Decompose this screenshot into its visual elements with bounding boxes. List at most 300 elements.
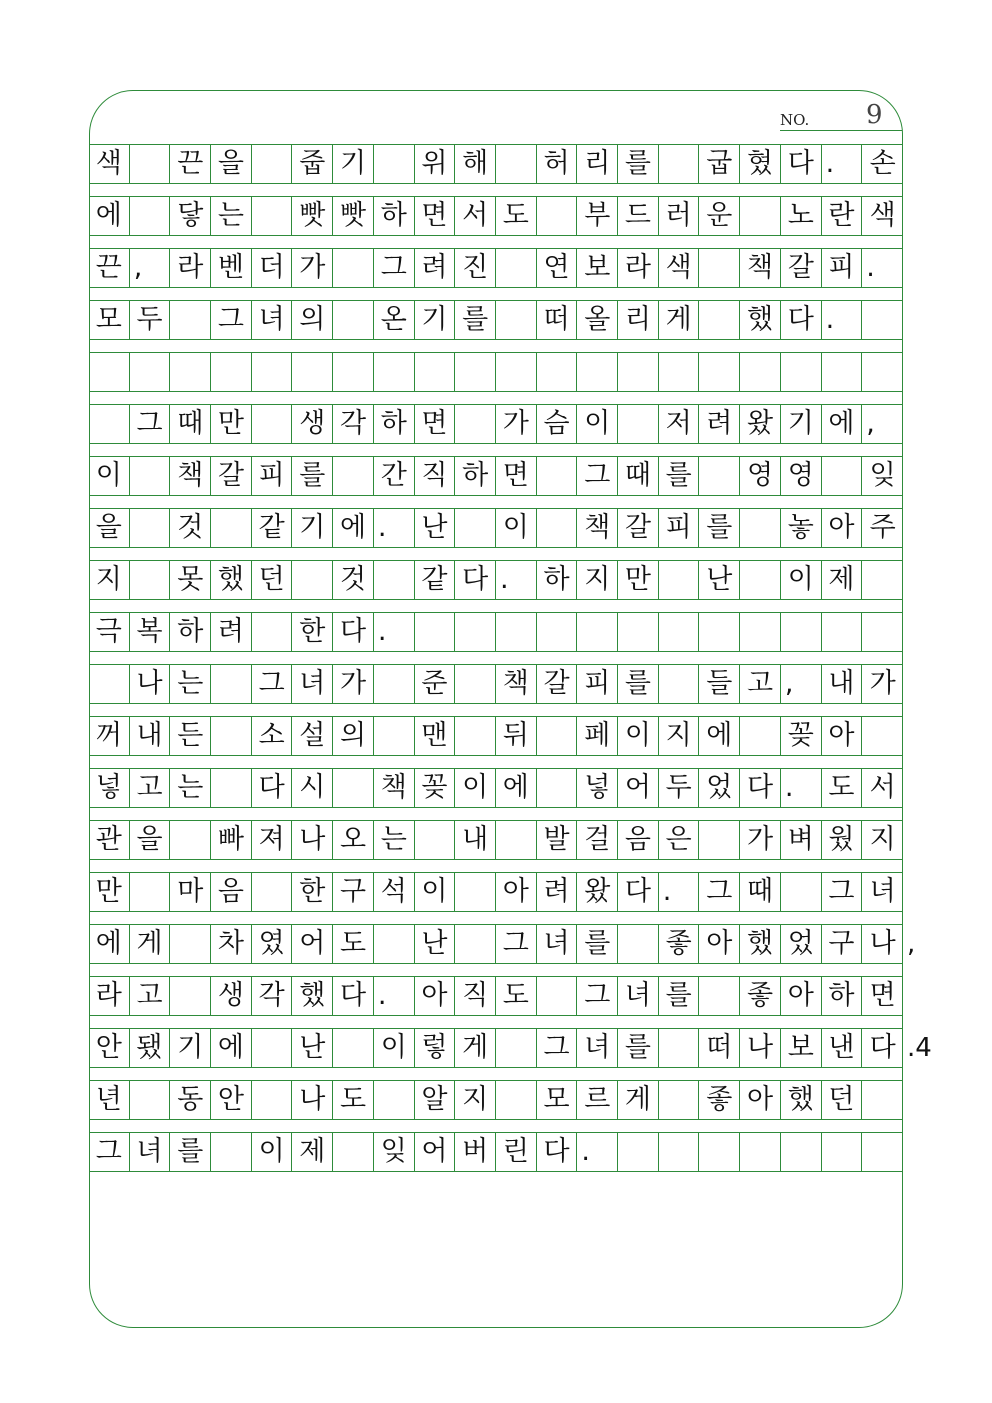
grid-cell: . [374,977,415,1015]
grid-cell: 를 [700,509,741,547]
grid-cell: 기 [415,301,456,339]
grid-row [89,404,903,444]
grid-row [89,664,903,704]
grid-cell: 하 [537,561,578,599]
grid-cell: 각 [252,977,293,1015]
grid-cell: 다 [333,613,374,651]
grid-cell: 을 [211,145,252,183]
grid-cell: 석 [374,873,415,911]
grid-cell: 그 [577,457,618,495]
grid-cell: 다 [455,561,496,599]
grid-cell: 다 [869,1032,896,1063]
grid-cell: 웠 [822,821,863,859]
grid-cell: 나 [293,821,334,859]
grid-cell: 의 [293,301,334,339]
grid-cell: 좋 [659,925,700,963]
grid-row [89,300,903,340]
page-number-value: 9 [866,100,883,130]
grid-cell: 구 [333,873,374,911]
page-number-label: NO. [780,111,810,129]
grid-cell [700,249,741,287]
grid-cell [740,353,781,391]
grid-cell: 발 [537,821,578,859]
grid-cell: 게 [659,301,700,339]
grid-cell [822,1133,863,1171]
grid-cell: 리 [577,145,618,183]
grid-cell: . [374,509,415,547]
grid-cell: 하 [822,977,863,1015]
grid-cell: 려 [537,873,578,911]
grid-cell: 모 [89,301,130,339]
grid-cell [293,353,334,391]
grid-cell: 차 [211,925,252,963]
grid-cell: 책 [577,509,618,547]
grid-cell [333,249,374,287]
grid-cell: 때 [170,405,211,443]
grid-cell: 는 [170,665,211,703]
grid-cell: 녀 [252,301,293,339]
grid-cell: 영 [740,457,781,495]
grid-cell [252,405,293,443]
grid-cell: 벼 [781,821,822,859]
grid-cell: 었 [700,769,741,807]
grid-cell: 끈 [170,145,211,183]
grid-cell: 같 [252,509,293,547]
grid-cell [455,405,496,443]
grid-cell: 그 [822,873,863,911]
grid-cell: . [822,301,863,339]
grid-cell [455,509,496,547]
grid-cell: 던 [822,1081,863,1119]
grid-cell [374,665,415,703]
grid-cell: 온 [374,301,415,339]
grid-cell: 면 [869,980,896,1011]
grid-cell: 복 [130,613,171,651]
grid-cell: . [496,561,537,599]
grid-cell: 녀 [537,925,578,963]
grid-cell: 에 [822,405,863,443]
grid-cell [740,561,781,599]
grid-cell [781,873,822,911]
grid-cell: 나 [740,1029,781,1067]
grid-cell: 나 [869,928,896,959]
grid-cell: 어 [415,1133,456,1171]
grid-cell: 좋 [740,977,781,1015]
grid-cell: 됐 [130,1029,171,1067]
grid-cell: 같 [415,561,456,599]
grid-cell: 오 [333,821,374,859]
grid-row [89,1080,903,1120]
grid-cell: 이 [415,873,456,911]
grid-cell [781,613,822,651]
grid-cell: 도 [333,925,374,963]
grid-row [89,248,903,288]
grid-cell: 녀 [618,977,659,1015]
grid-cell: 줍 [293,145,334,183]
grid-cell: 도 [333,1081,374,1119]
grid-cell: 다 [740,769,781,807]
grid-cell: 잊 [374,1133,415,1171]
grid-cell: 벤 [211,249,252,287]
grid-row [89,560,903,600]
grid-cell: 다 [618,873,659,911]
grid-cell [130,873,171,911]
grid-cell [496,145,537,183]
grid-cell: 아 [700,925,741,963]
grid-cell: 주 [869,512,896,543]
grid-cell [537,353,578,391]
grid-cell [496,821,537,859]
grid-cell: 하 [374,405,415,443]
grid-cell [170,977,211,1015]
grid-cell: 보 [577,249,618,287]
grid-cell: 져 [252,821,293,859]
grid-cell: 은 [659,821,700,859]
grid-cell: 낸 [822,1029,863,1067]
grid-cell: . [822,145,863,183]
grid-cell: 녀 [130,1133,171,1171]
grid-cell [700,977,741,1015]
grid-cell [455,613,496,651]
grid-cell: 라 [170,249,211,287]
grid-cell: 기 [293,509,334,547]
grid-cell: 갈 [781,249,822,287]
grid-cell [130,197,171,235]
grid-cell: 닿 [170,197,211,235]
grid-cell [89,665,130,703]
grid-cell: 던 [252,561,293,599]
grid-cell: 려 [211,613,252,651]
grid-cell: 색 [869,200,896,231]
grid-cell [130,353,171,391]
grid-cell: . [781,769,822,807]
grid-cell: 다 [781,301,822,339]
grid-cell: 도 [496,977,537,1015]
grid-cell: 꽂 [415,769,456,807]
grid-cell [170,301,211,339]
grid-cell [374,561,415,599]
grid-cell: 그 [496,925,537,963]
grid-cell: 준 [415,665,456,703]
grid-cell: 올 [577,301,618,339]
grid-cell: 책 [496,665,537,703]
grid-cell: 었 [781,925,822,963]
grid-cell: 구 [822,925,863,963]
grid-cell: 는 [374,821,415,859]
grid-cell: 아 [415,977,456,1015]
grid-cell [496,249,537,287]
grid-cell: 그 [700,873,741,911]
grid-cell: 면 [415,197,456,235]
grid-cell: , [130,249,171,287]
grid-cell: 갈 [618,509,659,547]
grid-row [89,144,903,184]
grid-cell: 서 [455,197,496,235]
grid-cell [659,1029,700,1067]
grid-cell: , [866,408,875,439]
grid-cell [781,1133,822,1171]
grid-cell: 했 [740,301,781,339]
grid-cell: 각 [333,405,374,443]
grid-cell [130,1081,171,1119]
grid-cell [333,1029,374,1067]
grid-row [89,976,903,1016]
grid-cell: 때 [618,457,659,495]
grid-cell: 를 [618,665,659,703]
grid-cell: . [866,252,875,283]
grid-cell: 음 [211,873,252,911]
grid-cell: 해 [455,145,496,183]
grid-row [89,456,903,496]
grid-cell [496,1029,537,1067]
grid-cell: 에 [496,769,537,807]
grid-cell: 피 [252,457,293,495]
grid-cell: 을 [130,821,171,859]
grid-cell: 꽂 [781,717,822,755]
grid-row [89,1132,903,1172]
grid-cell [537,717,578,755]
grid-cell: 를 [659,977,700,1015]
grid-cell: 라 [618,249,659,287]
grid-cell: 난 [700,561,741,599]
grid-cell: 빠 [211,821,252,859]
page-number [780,100,902,131]
grid-cell: 빳 [293,197,334,235]
grid-cell: 아 [822,717,863,755]
grid-cell: 도 [496,197,537,235]
grid-cell [252,353,293,391]
grid-cell: 제 [293,1133,334,1171]
grid-cell [252,197,293,235]
grid-cell: 을 [89,509,130,547]
grid-cell: 이 [374,1029,415,1067]
grid-cell [455,665,496,703]
grid-cell [659,353,700,391]
grid-cell [577,613,618,651]
grid-cell: 려 [700,405,741,443]
grid-cell: 아 [822,509,863,547]
grid-cell: 다 [252,769,293,807]
grid-cell: 지 [89,561,130,599]
grid-cell: 난 [293,1029,334,1067]
grid-cell [822,353,863,391]
grid-cell: 갈 [537,665,578,703]
grid-cell: 더 [252,249,293,287]
grid-cell: 끈 [89,249,130,287]
grid-cell: 저 [659,405,700,443]
grid-cell: 한 [293,873,334,911]
grid-cell [89,405,130,443]
grid-cell: 는 [170,769,211,807]
grid-cell: 걸 [577,821,618,859]
grid-cell [252,1029,293,1067]
grid-cell: 책 [170,457,211,495]
grid-cell: 꺼 [89,717,130,755]
grid-cell [740,717,781,755]
grid-cell: 지 [455,1081,496,1119]
grid-cell: 에 [89,197,130,235]
grid-cell: 게 [618,1081,659,1119]
grid-cell: 그 [89,1133,130,1171]
grid-cell: , [781,665,822,703]
grid-cell: 그 [537,1029,578,1067]
grid-cell: 하 [455,457,496,495]
grid-cell [130,145,171,183]
grid-cell: 그 [374,249,415,287]
grid-cell [862,353,903,391]
grid-cell: 이 [496,509,537,547]
grid-cell: 나 [130,665,171,703]
grid-cell [822,613,863,651]
grid-cell: 시 [293,769,334,807]
grid-cell: 이 [252,1133,293,1171]
grid-cell [496,353,537,391]
grid-cell: 운 [700,197,741,235]
grid-cell: 고 [130,977,171,1015]
manuscript-grid [89,144,932,1184]
grid-cell [740,509,781,547]
grid-cell: 지 [869,824,896,855]
grid-cell [822,457,863,495]
grid-row [89,872,903,912]
grid-cell: 버 [455,1133,496,1171]
grid-cell: 러 [659,197,700,235]
grid-cell [862,613,903,651]
grid-cell [333,769,374,807]
grid-cell: 를 [170,1133,211,1171]
grid-cell: 위 [415,145,456,183]
grid-cell [374,1081,415,1119]
grid-cell [211,1133,252,1171]
grid-cell: 난 [415,509,456,547]
grid-cell: 를 [659,457,700,495]
grid-cell: 면 [496,457,537,495]
grid-cell: . [577,1133,618,1171]
grid-cell [700,457,741,495]
grid-cell [496,613,537,651]
grid-cell: 했 [211,561,252,599]
grid-cell: 게 [130,925,171,963]
grid-cell: 다 [781,145,822,183]
grid-cell: 아 [740,1081,781,1119]
margin-overflow-text: .4 [907,1033,932,1063]
grid-cell: 기 [781,405,822,443]
grid-cell: 동 [170,1081,211,1119]
grid-cell [537,613,578,651]
grid-cell: 에 [700,717,741,755]
grid-cell: 서 [869,772,896,803]
grid-cell [211,717,252,755]
grid-cell: 슴 [537,405,578,443]
grid-cell: 어 [293,925,334,963]
grid-cell: 아 [781,977,822,1015]
grid-cell: 내 [455,821,496,859]
grid-cell: 왔 [740,405,781,443]
grid-cell: 진 [455,249,496,287]
grid-cell: 를 [577,925,618,963]
grid-cell [659,561,700,599]
grid-cell: 그 [211,301,252,339]
grid-cell [700,1133,741,1171]
grid-row [89,352,903,392]
grid-cell: 못 [170,561,211,599]
grid-cell: 허 [537,145,578,183]
grid-cell: 에 [333,509,374,547]
grid-cell: 녀 [869,876,896,907]
grid-cell [577,353,618,391]
grid-row [89,924,916,964]
grid-cell: 를 [618,145,659,183]
grid-cell: 도 [822,769,863,807]
grid-row [89,612,903,652]
grid-cell: 잊 [869,460,896,491]
grid-cell: 하 [374,197,415,235]
grid-row [89,768,903,808]
grid-cell [415,613,456,651]
grid-cell: 이 [577,405,618,443]
grid-cell: 안 [89,1029,130,1067]
grid-cell [130,509,171,547]
grid-cell: 였 [252,925,293,963]
grid-cell: 이 [455,769,496,807]
grid-cell [496,1081,537,1119]
grid-cell: 가 [740,821,781,859]
grid-cell: 넣 [89,769,130,807]
grid-cell [659,613,700,651]
grid-cell: 가 [869,668,896,699]
grid-cell: 기 [170,1029,211,1067]
grid-cell: 렇 [415,1029,456,1067]
grid-cell [170,821,211,859]
grid-cell: 것 [170,509,211,547]
grid-cell: 했 [781,1081,822,1119]
grid-cell: 안 [211,1081,252,1119]
grid-row [89,1028,932,1068]
grid-cell: 의 [333,717,374,755]
grid-cell: 라 [89,977,130,1015]
grid-cell [537,509,578,547]
grid-cell: 르 [577,1081,618,1119]
grid-cell: 알 [415,1081,456,1119]
grid-cell [89,353,130,391]
grid-cell: 지 [659,717,700,755]
grid-cell: 관 [89,821,130,859]
grid-cell [862,1081,903,1119]
grid-cell [455,925,496,963]
grid-cell [659,145,700,183]
grid-cell: 떠 [700,1029,741,1067]
grid-cell: 고 [740,665,781,703]
grid-cell: 다 [537,1133,578,1171]
grid-cell [862,717,903,755]
grid-cell: 손 [869,148,896,179]
grid-cell [537,769,578,807]
grid-cell: 모 [537,1081,578,1119]
grid-row [89,508,903,548]
grid-cell: 이 [89,457,130,495]
grid-cell: 만 [89,873,130,911]
grid-cell: 녀 [293,665,334,703]
grid-cell [211,665,252,703]
grid-cell: 난 [415,925,456,963]
grid-cell: 생 [293,405,334,443]
grid-cell [496,301,537,339]
grid-cell: 것 [333,561,374,599]
grid-cell [252,1081,293,1119]
grid-cell [333,301,374,339]
grid-cell: 를 [293,457,334,495]
grid-cell [659,1081,700,1119]
